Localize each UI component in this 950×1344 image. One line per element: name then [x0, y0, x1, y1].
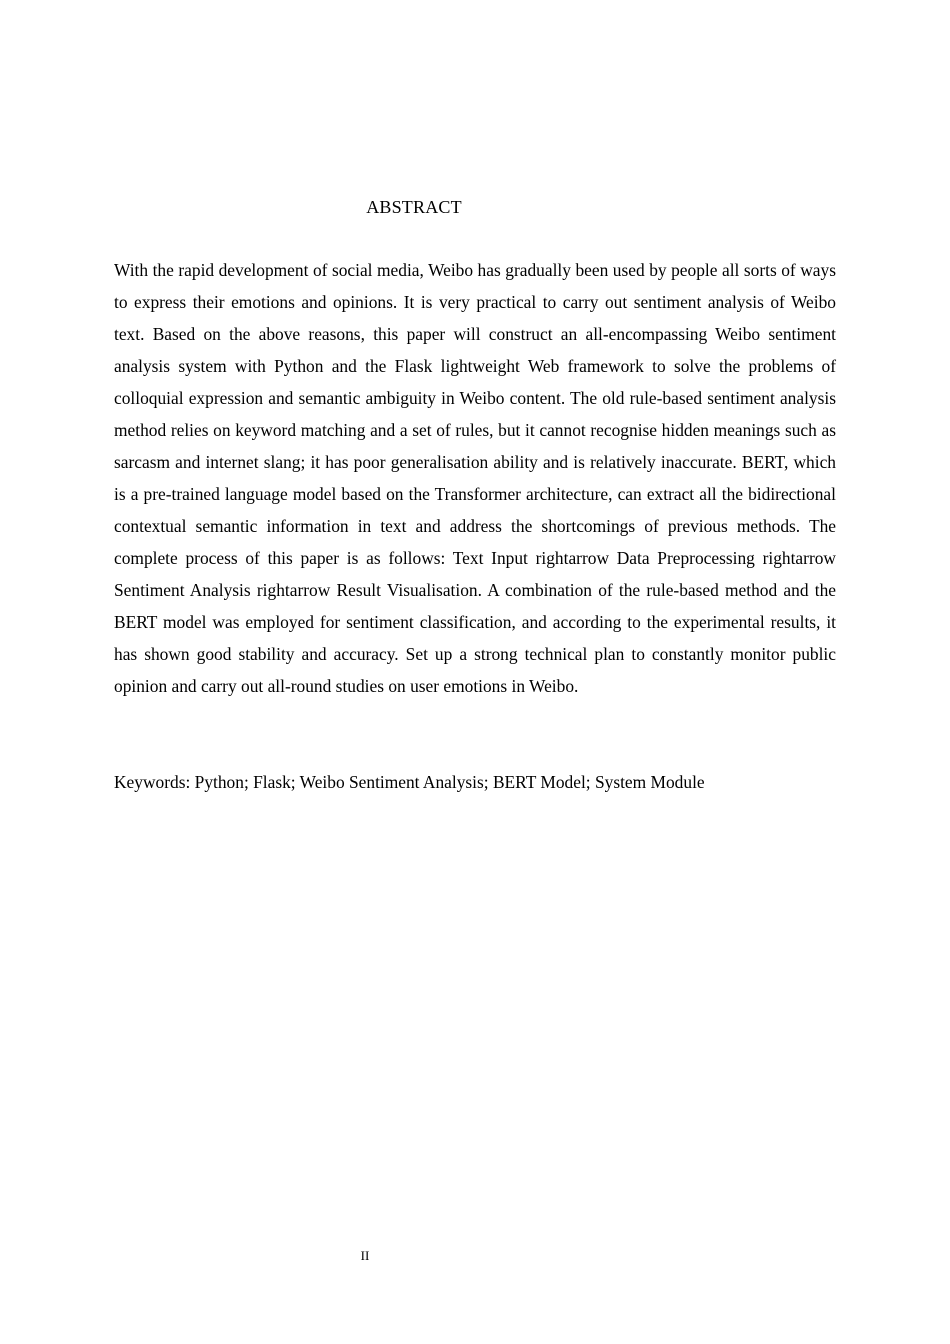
keywords-line: Keywords: Python; Flask; Weibo Sentiment Analysis; BERT Model; System Module: [114, 772, 705, 792]
abstract-body-paragraph: With the rapid development of social media, Weibo has gradually been used by people all sorts of ways to express their emotions and opinions. It is very practical to carry out sentiment analysis of Weibo text. Based on the above reasons, this paper will construct an all-encompassing Weibo sentiment analysis system with Python and the Flask lightweight Web framework to solve the problems of colloquial expression and semantic ambiguity in Weibo content. The old rule-based sentiment analysis method relies on keyword matching and a set of rules, but it cannot recognise hidden meanings such as sarcasm and internet slang; it has poor generalisation ability and is relatively inaccurate. BERT, which is a pre-trained language model based on the Transformer architecture, can extract all the bidirectional contextual semantic information in text and address the shortcomings of previous methods. The complete process of this paper is as follows: Text Input rightarrow Data Preprocessing rightarrow Sentiment Analysis rightarrow Result Visualisation. A combination of the rule-based method and the BERT model was employed for sentiment classification, and according to the experimental results, it has shown good stability and accuracy. Set up a strong technical plan to constantly monitor public opinion and carry out all-round studies on user emotions in Weibo.: [114, 260, 836, 696]
abstract-heading: ABSTRACT: [366, 197, 462, 217]
page-number: II: [360, 1248, 370, 1263]
